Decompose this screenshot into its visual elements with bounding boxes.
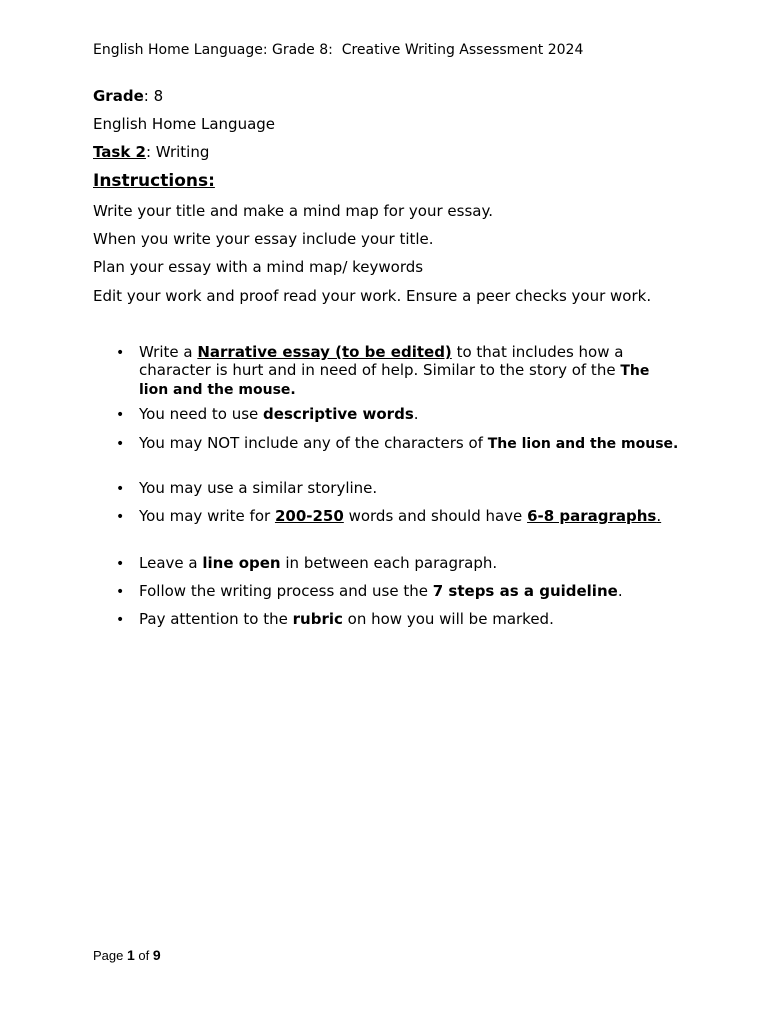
- bullet-item-storyline: You may use a similar storyline.: [139, 479, 378, 497]
- instruction-line: Write your title and make a mind map for your essay.: [93, 202, 493, 220]
- bullet-glyph: •: [116, 584, 125, 600]
- subject-line: English Home Language: [93, 115, 276, 133]
- instruction-line: Plan your essay with a mind map/ keywords: [93, 258, 424, 276]
- bullet-text: You may NOT include any of the characters of: [139, 434, 488, 452]
- bullet-text: Pay attention to the: [139, 610, 293, 628]
- bullet-text: Follow the writing process and use the: [139, 582, 433, 600]
- instruction-line: When you write your essay include your title.: [93, 230, 434, 248]
- descriptive-words-emphasis: descriptive words: [263, 405, 414, 423]
- total-page-number: 9: [152, 947, 161, 963]
- task-label: Task 2: [93, 143, 146, 161]
- bullet-text: .: [656, 507, 662, 525]
- grade-label: Grade: [93, 87, 144, 105]
- instructions-heading: Instructions:: [93, 171, 215, 191]
- bullet-text: in between each paragraph.: [280, 554, 498, 572]
- grade-value: : 8: [143, 87, 164, 105]
- bullet-glyph: •: [116, 481, 125, 497]
- bullet-item-characters: [139, 434, 679, 453]
- rubric-emphasis: rubric: [292, 610, 343, 628]
- page-footer: [93, 947, 161, 963]
- bullet-text: on how you will be marked.: [342, 610, 554, 628]
- bullet-glyph: •: [116, 556, 125, 572]
- instruction-line: Edit your work and proof read your work. Ensure a peer checks your work.: [93, 287, 652, 305]
- bullet-text: You may write for: [139, 507, 275, 525]
- story-title: The lion and the mouse.: [487, 436, 679, 452]
- bullet-item-rubric: [139, 610, 679, 628]
- bullet-text: Write a: [139, 343, 198, 361]
- word-count-emphasis: 200-250: [274, 507, 344, 525]
- task-value: : Writing: [145, 143, 210, 161]
- bullet-item-writing-process: [139, 582, 679, 600]
- document-header: English Home Language: Grade 8: Creative Writing Assessment 2024: [93, 42, 584, 58]
- bullet-glyph: •: [116, 612, 125, 628]
- line-open-emphasis: line open: [202, 554, 281, 572]
- paragraph-count-emphasis: 6-8 paragraphs: [527, 507, 657, 525]
- bullet-text: .: [617, 582, 623, 600]
- of-word: of: [134, 948, 153, 963]
- bullet-glyph: •: [116, 436, 125, 452]
- bullet-item-narrative: [139, 343, 679, 399]
- bullet-text: words and should have: [343, 507, 528, 525]
- bullet-text: .: [413, 405, 419, 423]
- seven-steps-emphasis: 7 steps as a guideline: [432, 582, 618, 600]
- bullet-item-line-open: [139, 554, 679, 572]
- bullet-item-word-count: [139, 507, 679, 525]
- bullet-text: Leave a: [139, 554, 203, 572]
- bullet-glyph: •: [116, 407, 125, 423]
- narrative-essay-emphasis: Narrative essay (to be edited): [197, 343, 452, 361]
- bullet-text: to that includes how a character is hurt and in need of help. Similar to the story of the: [139, 343, 624, 379]
- bullet-glyph: •: [116, 509, 125, 525]
- story-title: The lion and the mouse.: [139, 363, 650, 398]
- current-page-number: 1: [126, 947, 135, 963]
- bullet-item-descriptive: [139, 405, 679, 423]
- bullet-glyph: •: [116, 345, 125, 361]
- bullet-text: You need to use: [139, 405, 264, 423]
- page-word: Page: [93, 948, 127, 963]
